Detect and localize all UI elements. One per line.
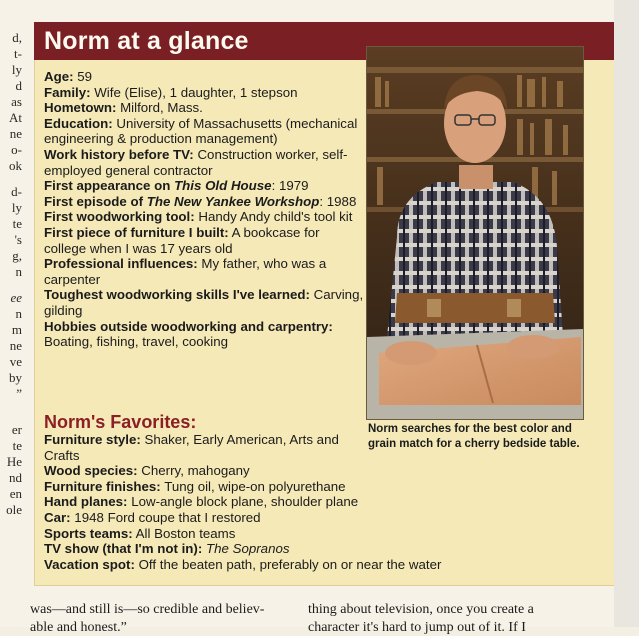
left-column-line: n <box>15 264 22 279</box>
favorite-tv-show: TV show (that I'm not in): The Sopranos <box>44 541 290 557</box>
left-column-line: ly <box>11 62 22 77</box>
photo-caption: Norm searches for the best color and grain match for a cherry bedside table. <box>368 423 580 450</box>
left-column-line: by <box>9 370 22 385</box>
left-column-line: en <box>9 486 22 501</box>
left-column-line: d- <box>11 184 22 199</box>
left-column-line <box>0 280 22 290</box>
fact-first-tool: First woodworking tool: Handy Andy child's tool kit <box>44 209 353 225</box>
left-column-line: te <box>12 438 22 453</box>
left-column-line: ne <box>9 126 22 141</box>
favorites-list <box>44 432 604 572</box>
left-column-line: as <box>11 94 22 109</box>
fact-work-history: Work history before TV: Construction worker, self-employed general contractor <box>44 146 348 178</box>
left-column-line <box>0 174 22 184</box>
facts-list <box>44 69 364 350</box>
body-text-right-line: thing about television, once you create a <box>308 602 534 617</box>
left-column-line: te <box>12 216 22 231</box>
left-column-line: 's <box>14 232 22 247</box>
fact-toughest-skills: Toughest woodworking skills I've learned: Carving, gilding <box>44 287 364 318</box>
left-column-line: g, <box>12 248 22 263</box>
fact-family: Family: Wife (Elise), 1 daughter, 1 stepson <box>44 84 298 100</box>
fact-education: Education: University of Massachusetts (mechanical engineering & production management) <box>44 115 358 147</box>
left-column-line: d, <box>12 30 22 45</box>
left-column-line: ok <box>9 158 22 173</box>
left-column-line: ne <box>9 338 22 353</box>
favorites-heading: Norm's Favorites: <box>44 412 197 432</box>
photo-illustration <box>367 47 583 419</box>
left-column-line: ” <box>16 386 22 401</box>
body-text-left-line: was—and still is—so credible and believ- <box>30 602 265 617</box>
left-column-fragments <box>0 30 22 518</box>
body-text-left-line-2: able and honest.” <box>30 620 127 635</box>
fact-age: Age: 59 <box>44 69 93 84</box>
norm-workshop-photo <box>366 46 584 420</box>
left-column-line: At <box>9 110 22 125</box>
left-column-line: ly <box>11 200 22 215</box>
sidebar-title: Norm at a glance <box>44 27 249 55</box>
left-column-line: ve <box>9 354 22 369</box>
left-column-line: He <box>6 454 22 469</box>
favorite-furniture-style: Furniture style: Shaker, Early American, Arts and Crafts <box>44 432 339 463</box>
fact-hobbies: Hobbies outside woodworking and carpentry: Boating, fishing, travel, cooking <box>44 318 333 350</box>
favorite-car: Car: 1948 Ford coupe that I restored <box>44 509 261 525</box>
favorite-wood-species: Wood species: Cherry, mahogany <box>44 463 250 479</box>
fact-hometown: Hometown: Milford, Mass. <box>44 100 203 116</box>
left-column-line: d <box>15 78 22 93</box>
left-column-line: ole <box>6 502 22 517</box>
left-column-line: n <box>15 306 22 321</box>
favorite-hand-planes: Hand planes: Low-angle block plane, shoulder plane <box>44 494 359 510</box>
fact-first-furniture: First piece of furniture I built: A bookcase for college when I was 17 years old <box>44 224 320 256</box>
body-text-right-line-2: character it's hard to jump out of it. If I <box>308 620 526 635</box>
left-column-line <box>0 412 22 422</box>
fact-influences: Professional influences: My father, who was a carpenter <box>44 256 327 287</box>
favorite-sports-teams: Sports teams: All Boston teams <box>44 525 236 541</box>
left-column-line: ee <box>10 290 22 305</box>
fact-first-appearance: First appearance on This Old House: 1979 <box>44 178 309 194</box>
fact-first-episode: First episode of The New Yankee Workshop: 1988 <box>44 193 357 209</box>
left-column-line: er <box>11 422 22 437</box>
left-column-line: t- <box>14 46 22 61</box>
page-edge <box>614 0 639 627</box>
left-column-line: o- <box>11 142 22 157</box>
favorite-finishes: Furniture finishes: Tung oil, wipe-on polyurethane <box>44 478 346 494</box>
favorite-vacation-spot: Vacation spot: Off the beaten path, preferably on or near the water <box>44 556 442 572</box>
left-column-line <box>0 402 22 412</box>
left-column-line: nd <box>9 470 22 485</box>
left-column-line: m <box>11 322 22 337</box>
